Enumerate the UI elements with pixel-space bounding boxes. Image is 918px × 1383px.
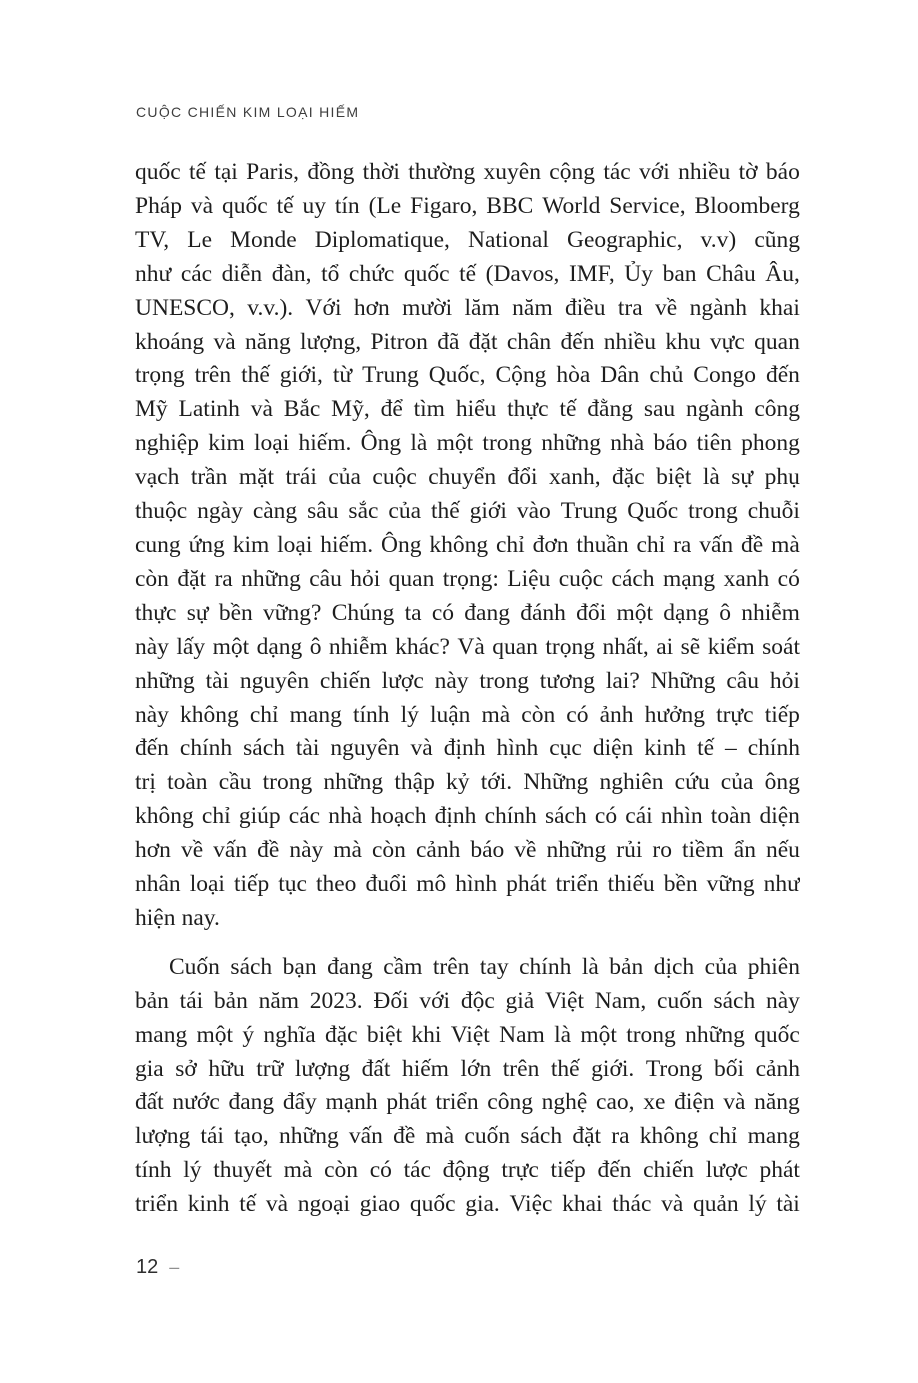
text-line: khoáng và năng lượng, Pitron đã đặt chân đến nhiều khu vực quan (135, 328, 800, 355)
text-line: triển kinh tế và ngoại giao quốc gia. Việc khai thác và quản lý tài (135, 1191, 800, 1218)
text-line: TV, Le Monde Diplomatique, National Geographic, v.v) cũng (135, 226, 800, 253)
text-line: những tài nguyên chiến lược này trong tương lai? Những câu hỏi (135, 667, 800, 694)
page-footer (136, 1256, 179, 1279)
paragraph (135, 156, 800, 936)
text-line: hơn về vấn đề này mà còn cảnh báo về những rủi ro tiềm ẩn nếu (135, 837, 800, 864)
text-line: Pháp và quốc tế uy tín (Le Figaro, BBC World Service, Bloomberg (135, 192, 800, 219)
text-line: nhân loại tiếp tục theo đuổi mô hình phát triển thiếu bền vững như (135, 871, 800, 898)
text-line: đến chính sách tài nguyên và định hình cục diện kinh tế – chính (135, 735, 800, 762)
text-line: gia sở hữu trữ lượng đất hiếm lớn trên thế giới. Trong bối cảnh (135, 1055, 800, 1082)
text-line: còn đặt ra những câu hỏi quan trọng: Liệu cuộc cách mạng xanh có (135, 565, 800, 592)
text-line: Mỹ Latinh và Bắc Mỹ, để tìm hiểu thực tế đằng sau ngành công (135, 396, 800, 423)
text-line: lượng tái tạo, những vấn đề mà cuốn sách đặt ra không chỉ mang (135, 1123, 800, 1150)
text-line: thuộc ngày càng sâu sắc của thế giới vào Trung Quốc trong chuỗi (135, 498, 800, 525)
text-line: này lấy một dạng ô nhiễm khác? Và quan trọng nhất, ai sẽ kiểm soát (135, 633, 800, 660)
text-line: như các diễn đàn, tổ chức quốc tế (Davos, IMF, Ủy ban Châu Âu, (135, 260, 800, 287)
text-line: hiện nay. (135, 904, 220, 931)
page-number: 12 (136, 1256, 159, 1278)
text-line: không chỉ giúp các nhà hoạch định chính sách có cái nhìn toàn diện (135, 803, 800, 830)
text-line: tính lý thuyết mà còn có tác động trực tiếp đến chiến lược phát (135, 1157, 800, 1184)
page-number-separator: – (169, 1257, 180, 1277)
text-line: này không chỉ mang tính lý luận mà còn có ảnh hưởng trực tiếp (135, 701, 800, 728)
text-line: vạch trần mặt trái của cuộc chuyển đổi xanh, đặc biệt là sự phụ (135, 464, 800, 491)
text-line: trọng trên thế giới, từ Trung Quốc, Cộng hòa Dân chủ Congo đến (135, 362, 800, 389)
text-line: đất nước đang đẩy mạnh phát triển công nghệ cao, xe điện và năng (135, 1089, 800, 1116)
text-line: mang một ý nghĩa đặc biệt khi Việt Nam là một trong những quốc (135, 1021, 800, 1048)
text-line: nghiệp kim loại hiếm. Ông là một trong những nhà báo tiên phong (135, 430, 800, 457)
paragraph (135, 951, 800, 1222)
text-line: Cuốn sách bạn đang cầm trên tay chính là bản dịch của phiên (169, 953, 800, 980)
page-body (135, 156, 800, 1222)
text-line: bản tái bản năm 2023. Đối với độc giả Việt Nam, cuốn sách này (135, 987, 800, 1014)
text-line: cung ứng kim loại hiếm. Ông không chỉ đơn thuần chỉ ra vấn đề mà (135, 531, 800, 558)
running-header: CUỘC CHIẾN KIM LOẠI HIẾM (136, 104, 360, 120)
text-line: trị toàn cầu trong những thập kỷ tới. Những nghiên cứu của ông (135, 769, 800, 796)
text-line: quốc tế tại Paris, đồng thời thường xuyên cộng tác với nhiều tờ báo (135, 159, 800, 185)
text-line: UNESCO, v.v.). Với hơn mười lăm năm điều tra về ngành khai (135, 294, 800, 321)
text-line: thực sự bền vững? Chúng ta có đang đánh đổi một dạng ô nhiễm (135, 599, 800, 626)
